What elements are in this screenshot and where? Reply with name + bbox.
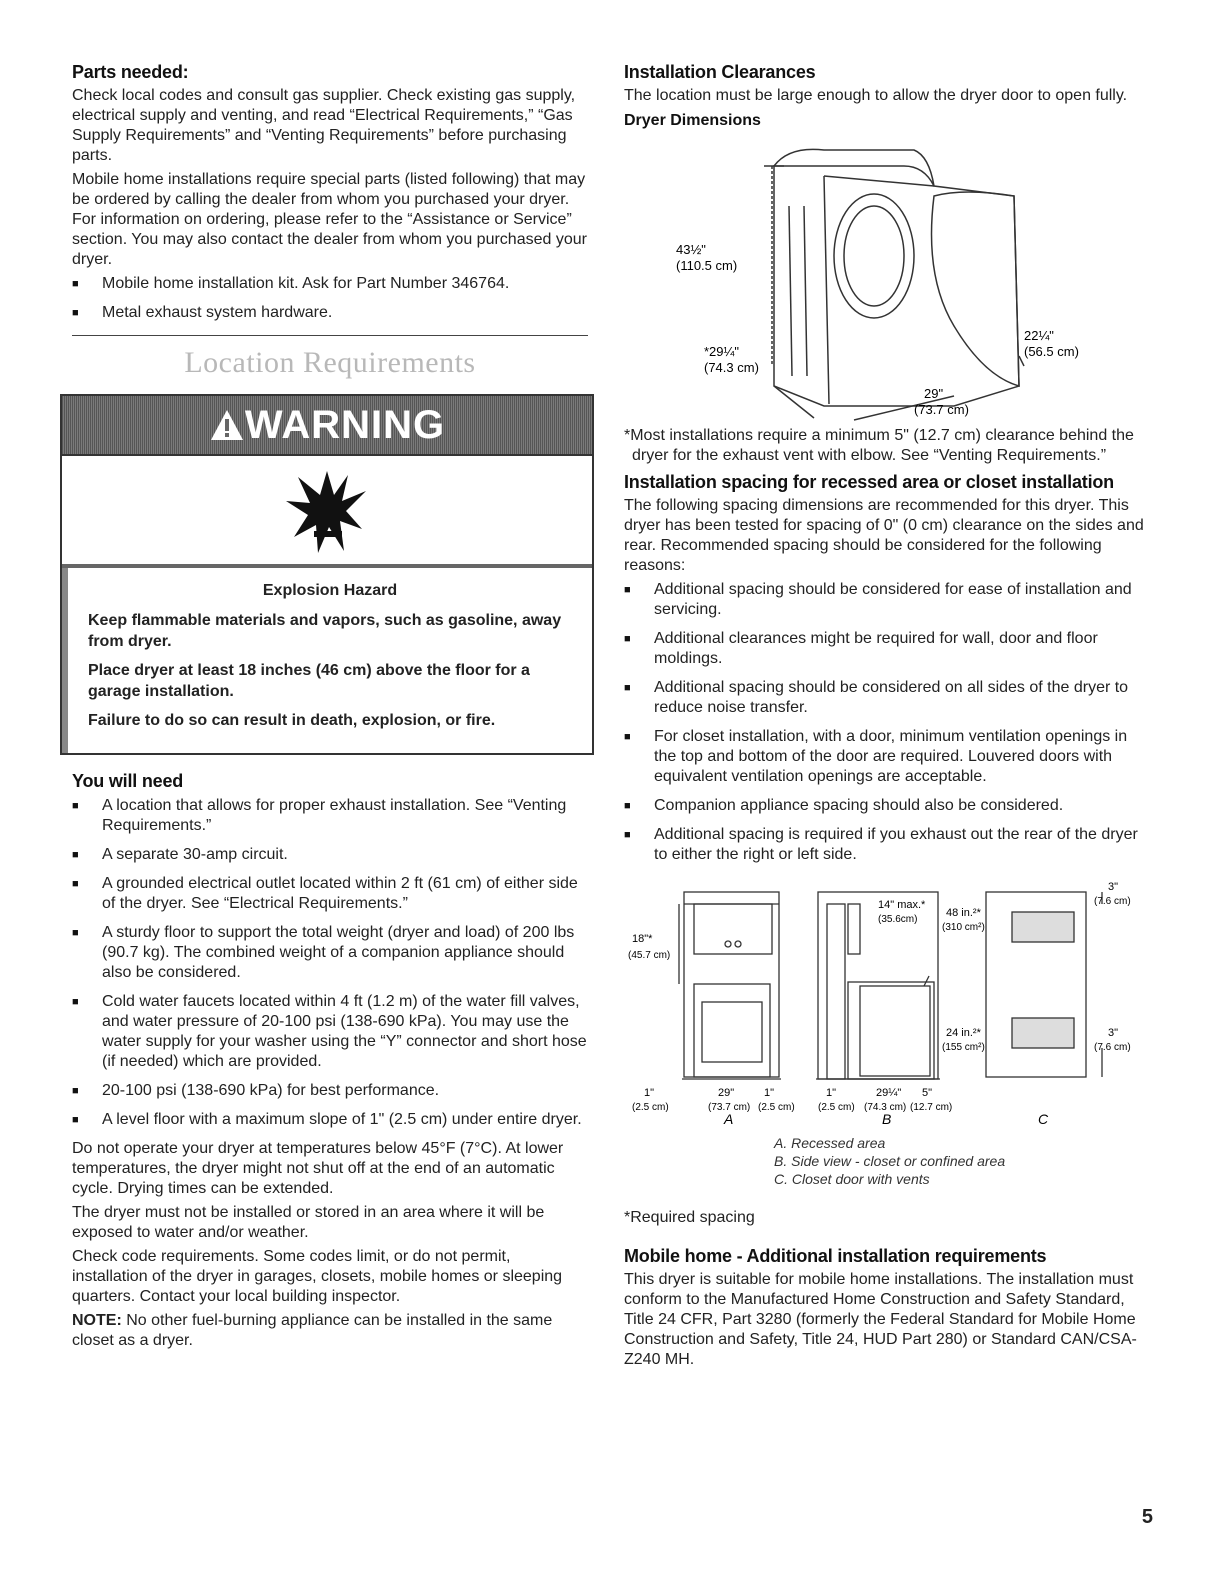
note-text: No other fuel-burning appliance can be installed in the same closet as a dryer. <box>72 1312 553 1349</box>
diagram-captions <box>774 1134 1144 1188</box>
divider <box>72 335 588 336</box>
label-b: B <box>882 1111 892 1124</box>
spacing-a-height: 18"* <box>632 933 653 945</box>
spacing-heading: Installation spacing for recessed area or closet installation <box>624 472 1114 492</box>
parts-paragraph-1: Check local codes and consult gas supplier. Check existing gas supply, electrical supply and venting, and read “Electrical Requirements,” “Gas Supply Requirements” and “Venting Requirements” before purchasing parts. <box>72 87 576 164</box>
warning-body <box>62 568 592 753</box>
spacing-a-width-cm: (73.7 cm) <box>708 1102 751 1113</box>
list-item: ■ Metal exhaust system hardware. <box>72 303 588 323</box>
list-item: ■ A separate 30-amp circuit. <box>72 845 588 865</box>
list-item: ■ Additional spacing should be considered for ease of installation and servicing. <box>624 580 1144 620</box>
width-dimension: 29" <box>924 386 944 401</box>
spacing-b-depth: 29¼" <box>876 1087 902 1099</box>
spacing-b-top: 14" max.* <box>878 899 926 911</box>
explosion-icon <box>282 465 372 555</box>
caption-a: A. Recessed area <box>774 1135 886 1151</box>
spacing-b-rear: 5" <box>922 1087 933 1099</box>
spacing-a-right-cm: (2.5 cm) <box>758 1102 795 1113</box>
list-item: ■ A level floor with a maximum slope of 1" (2.5 cm) under entire dryer. <box>72 1110 588 1130</box>
spacing-a-width: 29" <box>718 1087 735 1099</box>
mobile-home-paragraph: This dryer is suitable for mobile home installations. The installation must conform to the Manufactured Home Construction and Safety Standard, Title 24 CFR, Part 3280 (formerly the Federal Standard for Mobile Home Construction and Safety, Title 24, HUD Part 280) or Standard CAN/CSA-Z240 MH. <box>624 1271 1137 1368</box>
spacing-a-height-cm: (45.7 cm) <box>628 950 671 961</box>
spacing-c-top: 3" <box>1108 881 1119 893</box>
right-column <box>624 62 1144 1374</box>
list-item: ■ A sturdy floor to support the total weight (dryer and load) of 200 lbs (90.7 kg). The combined weight of a companion appliance should also be considered. <box>72 923 588 983</box>
list-item: ■ A grounded electrical outlet located within 2 ft (61 cm) of either side of the dryer. See “Electrical Requirements.” <box>72 874 588 914</box>
list-item: ■ Companion appliance spacing should also be considered. <box>624 796 1144 816</box>
spacing-b-left: 1" <box>826 1087 837 1099</box>
spacing-c-bottom-vent-cm: (155 cm²) <box>942 1042 985 1053</box>
parts-paragraph-2: Mobile home installations require special parts (listed following) that may be ordered by calling the dealer from whom you purchased your dryer. For information on ordering, please refer to the “Assistance or Service” section. You may also contact the dealer from whom you purchased your dryer. <box>72 171 587 268</box>
spacing-list <box>624 580 1144 865</box>
warning-line: Place dryer at least 18 inches (46 cm) above the floor for a garage installation. <box>88 662 530 700</box>
list-item: ■ Additional clearances might be required for wall, door and floor moldings. <box>624 629 1144 669</box>
dimensions-note: *Most installations require a minimum 5" (12.7 cm) clearance behind the dryer for the exhaust vent with elbow. See “Venting Requirements.” <box>624 427 1134 464</box>
spacing-c-bottom-vent: 24 in.²* <box>946 1027 981 1039</box>
clearances-paragraph: The location must be large enough to allow the dryer door to open fully. <box>624 87 1128 104</box>
temperature-paragraph: Do not operate your dryer at temperatures below 45°F (7°C). At lower temperatures, the dryer might not shut off at the end of an automatic cycle. Drying times can be extended. <box>72 1140 564 1197</box>
water-paragraph: The dryer must not be installed or stored in an area where it will be exposed to water and/or weather. <box>72 1204 545 1241</box>
width-dimension-cm: (73.7 cm) <box>914 402 969 417</box>
spacing-c-top-cm: (7.6 cm) <box>1094 896 1131 907</box>
spacing-c-top-vent-cm: (310 cm²) <box>942 922 985 933</box>
spacing-b-depth-cm: (74.3 cm) <box>864 1102 907 1113</box>
label-c: C <box>1038 1111 1049 1124</box>
spacing-b-rear-cm: (12.7 cm) <box>910 1102 953 1113</box>
warning-triangle-icon <box>209 408 245 442</box>
list-item: ■ Additional spacing is required if you exhaust out the rear of the dryer to either the right or left side. <box>624 825 1144 865</box>
list-item: ■ Additional spacing should be considered on all sides of the dryer to reduce noise transfer. <box>624 678 1144 718</box>
spacing-c-bottom-cm: (7.6 cm) <box>1094 1042 1131 1053</box>
page-number: 5 <box>1141 1506 1153 1528</box>
depth-dimension: *29¼" <box>704 344 739 359</box>
hazard-title: Explosion Hazard <box>262 582 398 599</box>
spacing-a-right: 1" <box>764 1087 775 1099</box>
dryer-dimensions-diagram <box>624 136 1144 426</box>
installation-clearances-heading: Installation Clearances <box>624 62 816 82</box>
required-spacing-note: *Required spacing <box>624 1209 755 1226</box>
note-paragraph <box>72 1311 588 1351</box>
dryer-dimensions-heading: Dryer Dimensions <box>624 112 761 129</box>
label-a: A <box>724 1111 734 1124</box>
spacing-diagram <box>624 874 1144 1124</box>
caption-b: B. Side view - closet or confined area <box>774 1153 1006 1169</box>
needs-list <box>72 796 588 1130</box>
list-item: ■ For closet installation, with a door, minimum ventilation openings in the top and bottom of the door are required. Louvered doors with equivalent ventilation openings are acceptable. <box>624 727 1144 787</box>
door-dimension-cm: (56.5 cm) <box>1024 344 1079 359</box>
spacing-b-left-cm: (2.5 cm) <box>818 1102 855 1113</box>
mobile-home-heading: Mobile home - Additional installation requirements <box>624 1246 1047 1266</box>
you-will-need-heading: You will need <box>72 771 184 791</box>
warning-line: Failure to do so can result in death, explosion, or fire. <box>88 712 496 729</box>
list-item: ■ A location that allows for proper exhaust installation. See “Venting Requirements.” <box>72 796 588 836</box>
left-column <box>72 62 588 1355</box>
parts-needed-heading: Parts needed: <box>72 62 189 82</box>
codes-paragraph: Check code requirements. Some codes limit, or do not permit, installation of the dryer in garages, closets, mobile homes or sleeping quarters. Contact your local building inspector. <box>72 1248 563 1305</box>
list-item: ■ Mobile home installation kit. Ask for Part Number 346764. <box>72 274 588 294</box>
list-item: ■ Cold water faucets located within 4 ft (1.2 m) of the water fill valves, and water pressure of 20-100 psi (138-690 kPa). You may use the water supply for your washer using the “Y” connector and short hose (if needed) which are provided. <box>72 992 588 1072</box>
spacing-a-left: 1" <box>644 1087 655 1099</box>
caption-c: C. Closet door with vents <box>774 1171 930 1187</box>
parts-list <box>72 274 588 323</box>
spacing-a-left-cm: (2.5 cm) <box>632 1102 669 1113</box>
spacing-b-top-cm: (35.6cm) <box>878 914 918 925</box>
height-dimension: 43½" <box>676 242 706 257</box>
door-dimension: 22¼" <box>1024 328 1054 343</box>
spacing-c-top-vent: 48 in.²* <box>946 907 981 919</box>
location-requirements-title: Location Requirements <box>184 346 476 379</box>
spacing-c-bottom: 3" <box>1108 1027 1119 1039</box>
warning-line: Keep flammable materials and vapors, such as gasoline, away from dryer. <box>88 612 562 650</box>
list-item: ■ 20-100 psi (138-690 kPa) for best performance. <box>72 1081 588 1101</box>
depth-dimension-cm: (74.3 cm) <box>704 360 759 375</box>
warning-header <box>62 396 592 456</box>
warning-box <box>60 394 594 755</box>
note-label: NOTE: <box>72 1312 122 1329</box>
spacing-paragraph: The following spacing dimensions are recommended for this dryer. This dryer has been tested for spacing of 0" (0 cm) clearance on the sides and rear. Recommended spacing should be considered for the following reasons: <box>624 497 1144 574</box>
warning-label: WARNING <box>244 402 446 447</box>
height-dimension-cm: (110.5 cm) <box>676 258 738 273</box>
